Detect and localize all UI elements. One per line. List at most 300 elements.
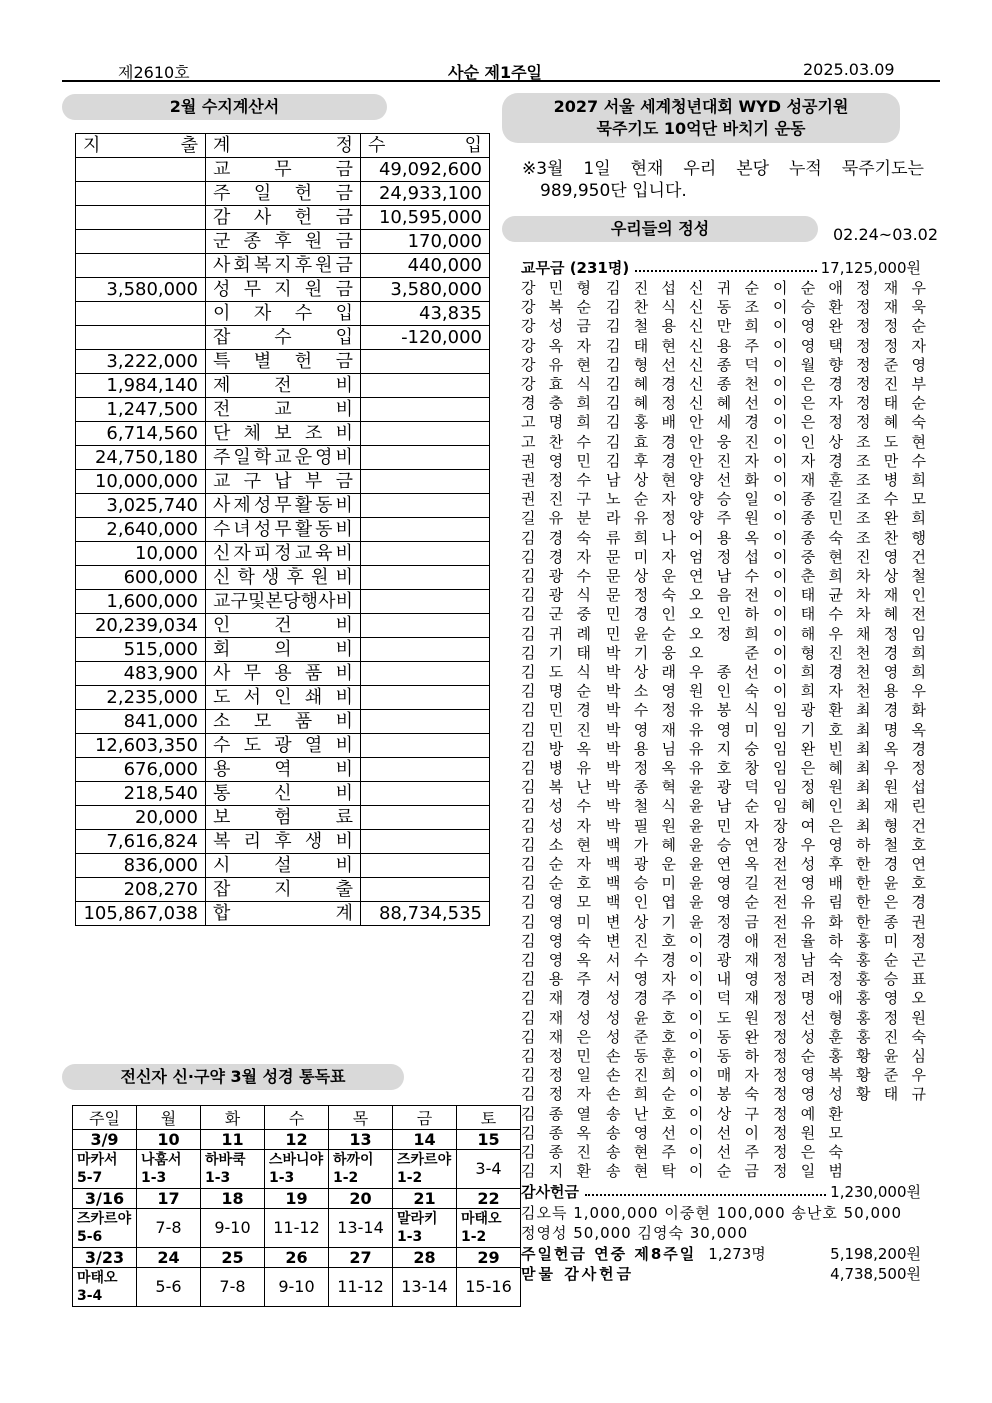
income-cell: 43,835	[361, 302, 490, 326]
donor-name: 신 종 천	[689, 375, 759, 393]
donor-name: 천 영 희	[856, 663, 926, 681]
donor-name: 경 충 희	[521, 394, 591, 413]
donor-name: 이 은 정	[773, 413, 843, 432]
account-cell: 제 전 비	[206, 374, 361, 398]
donor-name: 라 유 정	[606, 509, 676, 528]
donor-name: 임 혜 인	[773, 797, 843, 816]
donor-name: 류 희 나	[606, 528, 676, 547]
expense-cell: 841,000	[76, 710, 206, 734]
income-cell	[361, 398, 490, 422]
donor-name: 정 태 순	[856, 394, 926, 413]
income-cell	[361, 830, 490, 854]
donor-row	[521, 586, 926, 605]
donor-name: 최 우 정	[856, 759, 926, 777]
donor-name: 강 유 현	[521, 355, 591, 374]
donor-name: 노 순 자	[606, 490, 676, 509]
weekday-cell: 목	[329, 1106, 393, 1130]
donor-row	[521, 778, 926, 797]
donor-row	[521, 797, 926, 816]
reading-cell: 5-6	[137, 1268, 201, 1307]
income-cell	[361, 686, 490, 710]
account-cell: 신 자 피 정 교 육 비	[206, 542, 361, 566]
account-cell: 신 학 생 후 원 비	[206, 566, 361, 590]
donor-name: 김 혜 경	[606, 375, 676, 393]
donor-row	[521, 279, 926, 298]
donor-row	[521, 528, 926, 548]
donor-name: 강 민 형	[521, 279, 591, 297]
donor-name: 전 성 후	[773, 855, 843, 873]
income-cell	[361, 350, 490, 374]
donor-name: 이 태 균	[773, 586, 843, 605]
donor-name: 이 매 자	[689, 1066, 759, 1085]
donor-name: 오 인 하	[689, 605, 759, 624]
donor-name: 오 음 전	[689, 586, 759, 605]
donor-row	[521, 682, 926, 701]
expense-cell: 515,000	[76, 638, 206, 662]
donor-name: 윤 남 순	[689, 797, 759, 816]
donor-name: 김 귀 례	[521, 624, 591, 643]
account-cell: 소 모 품 비	[206, 710, 361, 734]
donor-name: 이 형 진	[773, 643, 843, 662]
account-cell: 시 설 비	[206, 854, 361, 878]
donor-name: 이 종 민	[773, 509, 843, 528]
reading-cell: 11-12	[329, 1268, 393, 1307]
donor-row	[521, 1162, 921, 1181]
expense-cell	[76, 158, 206, 182]
donor-row	[521, 1047, 926, 1066]
donor-row	[521, 1124, 921, 1143]
donor-row	[521, 1008, 926, 1028]
donor-name: 유 봉 식	[689, 701, 759, 720]
income-cell	[361, 758, 490, 782]
donor-name: 최 원 섭	[856, 778, 926, 797]
donor-row	[521, 490, 926, 509]
donor-name: 강 효 식	[521, 375, 591, 393]
finance-row	[76, 662, 490, 686]
donor-name: 박 상 래	[606, 663, 676, 681]
donor-name: 김 정 일	[521, 1066, 591, 1085]
finance-title: 2월 수지계산서	[62, 94, 387, 120]
donor-name: 고 명 희	[521, 413, 591, 432]
expense-cell: 2,235,000	[76, 686, 206, 710]
finance-row	[76, 518, 490, 542]
donor-name: 윤 승 연	[689, 835, 759, 854]
donor-name: 김 순 호	[521, 874, 591, 893]
donor-name: 안 웅 진	[689, 432, 759, 451]
date-cell: 22	[457, 1189, 521, 1209]
donor-name: 길 유 분	[521, 509, 591, 528]
donor-name: 정 명 애	[773, 989, 843, 1008]
gamsa-line1: 김오득 1,000,000 이중현 100,000 송난호 50,000	[521, 1204, 903, 1223]
donor-name: 장 여 은	[773, 816, 843, 835]
donor-name: 박 수 정	[606, 701, 676, 720]
weekday-row	[73, 1106, 521, 1130]
account-cell: 수 도 광 열 비	[206, 734, 361, 758]
income-cell	[361, 494, 490, 518]
donor-name: 정 영 성	[773, 1085, 843, 1104]
donor-row	[521, 989, 926, 1008]
account-cell: 수 녀 성 무 활 동 비	[206, 518, 361, 542]
donor-name: 어 용 옥	[689, 528, 759, 547]
expense-cell: 676,000	[76, 758, 206, 782]
donor-row	[521, 970, 926, 989]
weekday-cell: 금	[393, 1106, 457, 1130]
finance-row	[76, 806, 490, 830]
expense-cell: 836,000	[76, 854, 206, 878]
donor-name: 조 도 현	[856, 432, 926, 451]
donor-name: 황 준 우	[856, 1066, 926, 1085]
income-cell	[361, 446, 490, 470]
reading-cell: 즈카르야 5-6	[73, 1209, 137, 1248]
donor-name: 강 복 순	[521, 298, 591, 317]
rosary-note-line2: 989,950단 입니다.	[540, 181, 687, 201]
donor-row	[521, 1066, 926, 1085]
income-cell: 88,734,535	[361, 902, 490, 926]
donor-name: 백 가 혜	[606, 835, 676, 854]
donor-name: 한 윤 호	[856, 874, 926, 893]
income-cell	[361, 710, 490, 734]
reading-schedule-table	[72, 1105, 521, 1307]
donor-name: 김 성 수	[521, 797, 591, 816]
donor-name: 김 찬 식	[606, 298, 676, 317]
date-cell: 26	[265, 1248, 329, 1268]
donor-name: 김 종 진	[521, 1143, 591, 1161]
donor-name: 홍 순 곤	[856, 951, 926, 969]
income-cell: -120,000	[361, 326, 490, 350]
donor-name: 진 영 건	[856, 547, 926, 566]
finance-row	[76, 494, 490, 518]
finance-row	[76, 350, 490, 374]
donor-name: 이 내 영	[689, 970, 759, 989]
donor-name: 정 영 복	[773, 1066, 843, 1085]
donor-name: 이 순 애	[773, 279, 843, 297]
expense-cell	[76, 326, 206, 350]
income-cell	[361, 374, 490, 398]
date-cell: 24	[137, 1248, 201, 1268]
offerings-period: 02.24~03.02	[833, 225, 939, 244]
donor-name: 신 동 조	[689, 298, 759, 317]
donor-name: 백 승 미	[606, 874, 676, 893]
donor-name: 이 중 현	[773, 547, 843, 566]
donor-name: 이 은 경	[773, 375, 843, 393]
reading-row	[73, 1268, 521, 1307]
reading-cell: 9-10	[265, 1268, 329, 1307]
donor-name: 이 춘 희	[773, 567, 843, 585]
offerings-title: 우리들의 정성	[502, 216, 818, 242]
income-cell	[361, 782, 490, 806]
donor-name: 김 종 옥	[521, 1123, 591, 1142]
rosary-note-line1: ※3월 1일 현재 우리 본당 누적 묵주기도는	[522, 159, 924, 179]
donor-name: 성 경 주	[606, 989, 676, 1008]
donor-name: 김 병 유	[521, 759, 591, 777]
income-cell	[361, 806, 490, 830]
donor-name: 김 후 경	[606, 451, 676, 470]
donor-name: 서 영 자	[606, 970, 676, 989]
account-cell: 도 서 인 쇄 비	[206, 686, 361, 710]
expense-cell: 483,900	[76, 662, 206, 686]
donor-name: 천 경 희	[856, 643, 926, 662]
donor-row	[521, 471, 926, 490]
income-cell: 24,933,100	[361, 182, 490, 206]
donor-name: 정 준 영	[856, 355, 926, 374]
reading-cell: 9-10	[201, 1209, 265, 1248]
donor-name: 안 세 경	[689, 413, 759, 432]
donor-row	[521, 855, 926, 874]
donor-name: 박 정 옥	[606, 759, 676, 777]
donor-name: 박 소 영	[606, 682, 676, 701]
finance-row	[76, 158, 490, 182]
date-cell: 17	[137, 1189, 201, 1209]
donor-row	[521, 1027, 926, 1047]
donor-name: 박 철 식	[606, 797, 676, 816]
donor-name: 김 광 수	[521, 567, 591, 585]
donor-name: 신 만 희	[689, 317, 759, 336]
donor-name: 김 군 중	[521, 605, 591, 624]
donor-name: 김 종 열	[521, 1104, 591, 1123]
donor-row	[521, 720, 926, 740]
donor-name: 김 재 성	[521, 1008, 591, 1027]
donor-name: 김 민 진	[521, 720, 591, 739]
date-cell: 19	[265, 1189, 329, 1209]
expense-cell: 1,600,000	[76, 590, 206, 614]
donor-row	[521, 1105, 921, 1124]
donor-name: 김 효 경	[606, 432, 676, 451]
expense-cell: 1,984,140	[76, 374, 206, 398]
date-cell: 21	[393, 1189, 457, 1209]
expense-cell: 7,616,824	[76, 830, 206, 854]
donor-name: 정 정 순	[856, 317, 926, 336]
donor-row	[521, 317, 926, 336]
reading-cell: 15-16	[457, 1268, 521, 1307]
donor-name: 이 승 환	[773, 298, 843, 317]
donor-name: 엄 정 섭	[689, 547, 759, 566]
issue-number: 제2610호	[118, 63, 190, 82]
account-cell: 복 리 후 생 비	[206, 830, 361, 854]
donor-name: 김 복 난	[521, 778, 591, 797]
wyd-campaign-title	[502, 93, 900, 143]
donor-name: 전 율 하	[773, 931, 843, 950]
donor-name: 이 덕 재	[689, 989, 759, 1008]
donor-name: 이 종 숙	[773, 528, 843, 547]
reading-cell: 11-12	[265, 1209, 329, 1248]
donor-name: 강 성 금	[521, 317, 591, 336]
donor-name: 김 용 주	[521, 970, 591, 989]
donor-name: 이 해 우	[773, 624, 843, 643]
donor-name: 오 정 희	[689, 624, 759, 643]
donor-name: 전 영 배	[773, 874, 843, 893]
reading-cell: 3-4	[457, 1150, 521, 1189]
weekday-cell: 주일	[73, 1106, 137, 1130]
account-cell: 보 험 료	[206, 806, 361, 830]
finance-row	[76, 398, 490, 422]
donor-name: 정 예 환	[773, 1104, 843, 1123]
donor-name: 정 진 부	[856, 375, 926, 393]
donor-name: 이 순 금	[689, 1162, 759, 1181]
donor-name: 김 영 옥	[521, 951, 591, 969]
donor-name: 유 호 창	[689, 759, 759, 777]
finance-row	[76, 878, 490, 902]
donor-name: 오 준	[689, 643, 759, 662]
donor-name: 박 필 원	[606, 816, 676, 835]
date-cell: 28	[393, 1248, 457, 1268]
donor-name: 안 진 자	[689, 451, 759, 470]
donor-name: 홍 진 숙	[856, 1027, 926, 1046]
expense-cell: 218,540	[76, 782, 206, 806]
income-cell	[361, 854, 490, 878]
account-cell: 단 체 보 조 비	[206, 422, 361, 446]
donor-name: 권 진 구	[521, 490, 591, 509]
donor-name: 남 상 현	[606, 471, 676, 489]
donor-name: 윤 연 옥	[689, 855, 759, 873]
expense-cell: 3,580,000	[76, 278, 206, 302]
donor-name: 정 혜 숙	[856, 413, 926, 432]
donor-name: 유 지 숭	[689, 739, 759, 758]
reading-cell: 7-8	[137, 1209, 201, 1248]
income-cell	[361, 662, 490, 686]
expense-cell: 600,000	[76, 566, 206, 590]
donor-name: 임 기 호	[773, 720, 843, 739]
donor-name: 김 영 숙	[521, 931, 591, 950]
account-cell: 교 구 납 부 금	[206, 470, 361, 494]
expense-cell	[76, 254, 206, 278]
donor-row	[521, 451, 926, 471]
account-cell: 사 회 복 지 후 원 금	[206, 254, 361, 278]
donor-name: 임 은 혜	[773, 759, 843, 777]
donor-name: 한 은 경	[856, 893, 926, 912]
expense-cell: 105,867,038	[76, 902, 206, 926]
donor-name: 홍 승 표	[856, 970, 926, 989]
date-cell: 12	[265, 1130, 329, 1150]
finance-row	[76, 614, 490, 638]
donor-name: 윤 광 덕	[689, 778, 759, 797]
reading-row	[73, 1150, 521, 1189]
donor-row	[521, 567, 926, 586]
finance-row	[76, 206, 490, 230]
gamsa-line2: 정영성 50,000 김영숙 30,000	[521, 1224, 749, 1243]
donor-name: 홍 정 원	[856, 1008, 926, 1027]
donor-name: 이 자 경	[773, 451, 843, 470]
donor-row	[521, 547, 926, 567]
weekday-cell: 토	[457, 1106, 521, 1130]
finance-row	[76, 566, 490, 590]
donor-row	[521, 835, 926, 855]
donor-name: 황 태 규	[856, 1085, 926, 1104]
reading-cell: 13-14	[329, 1209, 393, 1248]
donor-row	[521, 701, 926, 720]
donor-name: 김 방 옥	[521, 739, 591, 758]
donor-name: 이 희 경	[773, 663, 843, 681]
donor-name: 최 형 건	[856, 816, 926, 835]
income-cell: 170,000	[361, 230, 490, 254]
finance-row	[76, 470, 490, 494]
account-cell: 사 제 성 무 활 동 비	[206, 494, 361, 518]
finance-header-row	[76, 134, 490, 158]
donor-name: 성 준 호	[606, 1027, 676, 1046]
finance-header-income: 수 입	[361, 134, 490, 158]
donor-name: 권 정 수	[521, 471, 591, 489]
donor-name: 임 완 빈	[773, 739, 843, 758]
finance-row	[76, 542, 490, 566]
reading-title: 전신자 신·구약 3월 성경 통독표	[62, 1064, 404, 1090]
expense-cell: 6,714,560	[76, 422, 206, 446]
date-cell: 3/16	[73, 1189, 137, 1209]
account-cell: 특 별 헌 금	[206, 350, 361, 374]
donor-name: 김 지 환	[521, 1162, 591, 1181]
donor-name: 김 영 미	[521, 912, 591, 931]
income-cell	[361, 614, 490, 638]
income-cell	[361, 878, 490, 902]
donor-name: 김 철 용	[606, 317, 676, 336]
header-divider	[62, 80, 940, 82]
account-cell: 합 계	[206, 902, 361, 926]
account-cell: 이 자 수 입	[206, 302, 361, 326]
donor-name: 연 남 수	[689, 567, 759, 585]
reading-cell: 마카서 5-7	[73, 1150, 137, 1189]
reading-cell: 말라키 1-3	[393, 1209, 457, 1248]
account-cell: 성 무 지 원 금	[206, 278, 361, 302]
donor-name: 신 귀 순	[689, 279, 759, 297]
account-cell: 통 신 비	[206, 782, 361, 806]
income-cell	[361, 590, 490, 614]
donor-name: 차 상 철	[856, 567, 926, 585]
donor-name: 이 선 주	[689, 1143, 759, 1161]
finance-row	[76, 374, 490, 398]
donor-name: 윤 민 자	[689, 816, 759, 835]
donor-name: 차 재 인	[856, 586, 926, 605]
donor-name: 손 진 희	[606, 1066, 676, 1085]
donor-name: 채 정 임	[856, 624, 926, 643]
date-cell: 29	[457, 1248, 521, 1268]
donor-row	[521, 893, 926, 912]
donor-name: 임 광 환	[773, 701, 843, 720]
donor-row	[521, 739, 926, 759]
income-cell	[361, 734, 490, 758]
donor-name: 김 혜 정	[606, 394, 676, 413]
donor-name: 민 경 인	[606, 605, 676, 624]
donor-name: 백 인 엽	[606, 893, 676, 912]
malmul-offering-line: 맏물 감사헌금 4,738,500원	[521, 1265, 921, 1284]
donor-row	[521, 643, 926, 663]
finance-row	[76, 782, 490, 806]
donor-name: 정 재 우	[856, 279, 926, 297]
donor-name: 권 영 민	[521, 451, 591, 470]
account-cell: 잡 지 출	[206, 878, 361, 902]
donor-name: 김 기 태	[521, 643, 591, 662]
donor-name: 이 은 자	[773, 394, 843, 413]
account-cell: 주 일 헌 금	[206, 182, 361, 206]
finance-row	[76, 710, 490, 734]
donor-name: 조 병 희	[856, 471, 926, 489]
finance-header-expense: 지 출	[76, 134, 206, 158]
donor-name: 홍 영 오	[856, 989, 926, 1008]
account-cell: 교 무 금	[206, 158, 361, 182]
account-cell: 전 교 비	[206, 398, 361, 422]
donor-name: 민 윤 순	[606, 624, 676, 643]
finance-row	[76, 686, 490, 710]
donor-row	[521, 355, 926, 375]
donor-name: 김 홍 배	[606, 413, 676, 432]
date-cell: 11	[201, 1130, 265, 1150]
date-cell: 3/23	[73, 1248, 137, 1268]
donor-row	[521, 432, 926, 452]
donor-name: 양 주 원	[689, 509, 759, 528]
reading-cell: 스바니야 1-3	[265, 1150, 329, 1189]
donor-name: 박 기 웅	[606, 643, 676, 662]
finance-row	[76, 902, 490, 926]
donor-name: 문 미 자	[606, 547, 676, 566]
date-cell: 20	[329, 1189, 393, 1209]
finance-row	[76, 254, 490, 278]
